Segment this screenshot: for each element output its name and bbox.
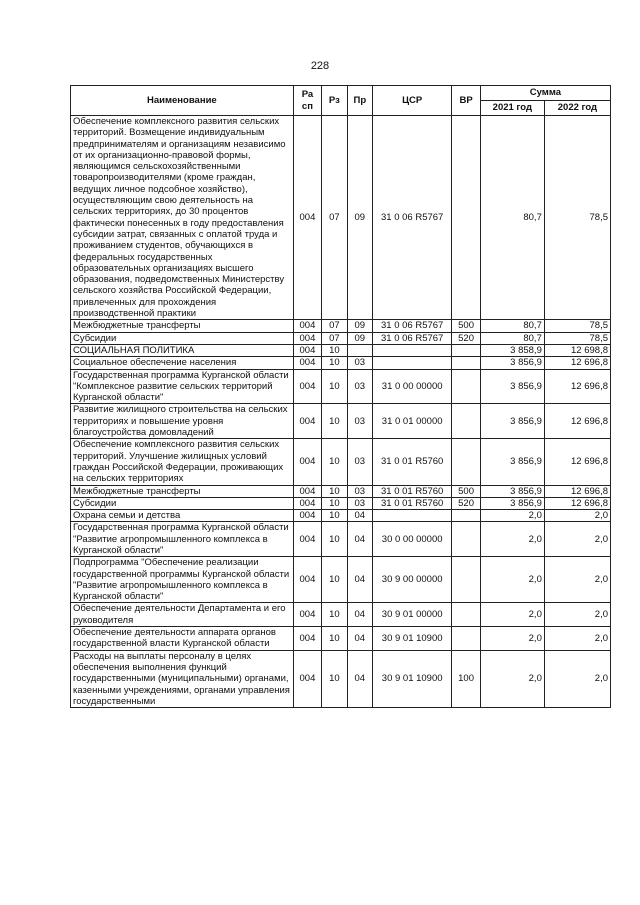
cell-vr — [452, 510, 480, 522]
cell-name: Межбюджетные трансферты — [71, 485, 294, 497]
cell-vr: 520 — [452, 332, 480, 344]
cell-y2021: 3 856,9 — [480, 369, 544, 404]
cell-vr: 520 — [452, 497, 480, 509]
cell-pr: 03 — [347, 485, 372, 497]
cell-rasp: 004 — [293, 603, 321, 627]
cell-pr: 09 — [347, 332, 372, 344]
cell-rasp: 004 — [293, 557, 321, 603]
cell-name: Обеспечение деятельности Департамента и его руководителя — [71, 603, 294, 627]
cell-y2022: 12 696,8 — [544, 497, 610, 509]
cell-rasp: 004 — [293, 369, 321, 404]
cell-name: Межбюджетные трансферты — [71, 320, 294, 332]
cell-name: Государственная программа Курганской области "Развитие агропромышленного комплекса в Курганской области" — [71, 522, 294, 557]
cell-y2022: 2,0 — [544, 627, 610, 651]
cell-pr: 03 — [347, 369, 372, 404]
cell-rz: 10 — [322, 603, 347, 627]
cell-rz: 10 — [322, 510, 347, 522]
table-row — [71, 627, 611, 651]
cell-y2022: 78,5 — [544, 332, 610, 344]
cell-name: Охрана семьи и детства — [71, 510, 294, 522]
cell-name: Обеспечение комплексного развития сельских территорий. Улучшение жилищных условий граждан Российской Федерации, проживающих на сельских территориях — [71, 439, 294, 485]
cell-rz: 10 — [322, 369, 347, 404]
table-row — [71, 439, 611, 485]
cell-pr: 04 — [347, 510, 372, 522]
cell-y2021: 2,0 — [480, 603, 544, 627]
cell-rasp: 004 — [293, 404, 321, 439]
cell-rz: 10 — [322, 650, 347, 707]
cell-rz: 07 — [322, 320, 347, 332]
cell-vr — [452, 357, 480, 369]
cell-vr: 500 — [452, 485, 480, 497]
table-body — [71, 116, 611, 708]
cell-vr — [452, 522, 480, 557]
table-row — [71, 369, 611, 404]
cell-vr — [452, 627, 480, 651]
cell-name: СОЦИАЛЬНАЯ ПОЛИТИКА — [71, 344, 294, 356]
cell-vr — [452, 603, 480, 627]
cell-y2021: 2,0 — [480, 510, 544, 522]
cell-rasp: 004 — [293, 522, 321, 557]
cell-csr: 31 0 00 00000 — [373, 369, 452, 404]
table-row — [71, 497, 611, 509]
cell-rasp: 004 — [293, 116, 321, 320]
cell-pr: 03 — [347, 439, 372, 485]
cell-y2022: 78,5 — [544, 320, 610, 332]
cell-y2021: 3 856,9 — [480, 485, 544, 497]
table-row — [71, 357, 611, 369]
cell-y2021: 3 856,9 — [480, 497, 544, 509]
cell-name: Обеспечение комплексного развития сельских территорий. Возмещение индивидуальным предпринимателям и организациям независимо от их организационно-правовой формы, являющимся сельскохозяйственными товаропроизводителями (кроме граждан, ведущих личное подсобное хозяйство), осуществляющим свою деятельность на сельских территориях, до 30 процентов фактически понесенных в году предоставления субсидии затрат, связанных с оплатой труда и проживанием студентов, обучающихся в федеральных государственных образовательных организациях высшего образования, подведомственных Министерству сельского хозяйства Российской Федерации, привлеченных для прохождения производственной практики — [71, 116, 294, 320]
cell-y2021: 80,7 — [480, 320, 544, 332]
cell-name: Субсидии — [71, 497, 294, 509]
cell-pr — [347, 344, 372, 356]
cell-name: Государственная программа Курганской области "Комплексное развитие сельских территорий Курганской области" — [71, 369, 294, 404]
cell-csr — [373, 510, 452, 522]
header-rasp: Ра сп — [293, 86, 321, 116]
cell-csr: 31 0 01 R5760 — [373, 485, 452, 497]
cell-y2022: 78,5 — [544, 116, 610, 320]
cell-y2022: 2,0 — [544, 650, 610, 707]
cell-rasp: 004 — [293, 439, 321, 485]
cell-rasp: 004 — [293, 357, 321, 369]
cell-vr: 500 — [452, 320, 480, 332]
cell-vr — [452, 344, 480, 356]
header-sum: Сумма — [480, 86, 610, 101]
cell-rz: 10 — [322, 485, 347, 497]
cell-rasp: 004 — [293, 627, 321, 651]
cell-y2022: 12 696,8 — [544, 357, 610, 369]
cell-pr: 03 — [347, 497, 372, 509]
table-row — [71, 320, 611, 332]
cell-name: Развитие жилищного строительства на сельских территориях и повышение уровня благоустройства домовладений — [71, 404, 294, 439]
cell-rz: 07 — [322, 116, 347, 320]
cell-y2021: 2,0 — [480, 522, 544, 557]
cell-vr — [452, 439, 480, 485]
cell-rz: 10 — [322, 557, 347, 603]
cell-csr: 30 9 01 00000 — [373, 603, 452, 627]
cell-rz: 10 — [322, 497, 347, 509]
cell-y2021: 2,0 — [480, 627, 544, 651]
cell-rasp: 004 — [293, 510, 321, 522]
cell-vr — [452, 369, 480, 404]
cell-pr: 04 — [347, 650, 372, 707]
header-vr: ВР — [452, 86, 480, 116]
cell-csr — [373, 344, 452, 356]
cell-rasp: 004 — [293, 485, 321, 497]
cell-y2022: 12 698,8 — [544, 344, 610, 356]
cell-y2021: 2,0 — [480, 650, 544, 707]
table-row — [71, 344, 611, 356]
table-row — [71, 510, 611, 522]
cell-y2021: 3 856,9 — [480, 357, 544, 369]
cell-name: Субсидии — [71, 332, 294, 344]
table-row — [71, 404, 611, 439]
cell-vr: 100 — [452, 650, 480, 707]
cell-name: Социальное обеспечение населения — [71, 357, 294, 369]
cell-y2022: 12 696,8 — [544, 369, 610, 404]
cell-rasp: 004 — [293, 650, 321, 707]
cell-csr: 31 0 01 00000 — [373, 404, 452, 439]
cell-y2022: 12 696,8 — [544, 439, 610, 485]
cell-csr: 30 0 00 00000 — [373, 522, 452, 557]
table-row — [71, 650, 611, 707]
cell-y2022: 2,0 — [544, 557, 610, 603]
table-row — [71, 522, 611, 557]
cell-y2021: 3 858,9 — [480, 344, 544, 356]
cell-csr: 30 9 01 10900 — [373, 627, 452, 651]
cell-csr — [373, 357, 452, 369]
cell-rasp: 004 — [293, 344, 321, 356]
page-number: 228 — [310, 60, 330, 72]
cell-name: Расходы на выплаты персоналу в целях обеспечения выполнения функций государственными (муниципальными) органами, казенными учреждениями, органами управления государственными — [71, 650, 294, 707]
header-2021: 2021 год — [480, 101, 544, 116]
cell-rz: 10 — [322, 344, 347, 356]
table-row — [71, 485, 611, 497]
cell-pr: 04 — [347, 627, 372, 651]
cell-rasp: 004 — [293, 320, 321, 332]
cell-csr: 31 0 06 R5767 — [373, 332, 452, 344]
budget-table — [70, 85, 611, 708]
header-rz: Рз — [322, 86, 347, 116]
cell-rz: 10 — [322, 439, 347, 485]
cell-pr: 09 — [347, 320, 372, 332]
cell-rz: 10 — [322, 522, 347, 557]
table-row — [71, 116, 611, 320]
cell-vr — [452, 404, 480, 439]
cell-pr: 04 — [347, 603, 372, 627]
cell-rasp: 004 — [293, 332, 321, 344]
cell-pr: 03 — [347, 357, 372, 369]
cell-y2022: 2,0 — [544, 603, 610, 627]
cell-vr — [452, 116, 480, 320]
cell-csr: 30 9 01 10900 — [373, 650, 452, 707]
cell-rasp: 004 — [293, 497, 321, 509]
cell-name: Обеспечение деятельности аппарата органов государственной власти Курганской области — [71, 627, 294, 651]
cell-y2022: 2,0 — [544, 510, 610, 522]
cell-pr: 04 — [347, 557, 372, 603]
cell-y2022: 12 696,8 — [544, 404, 610, 439]
cell-y2022: 2,0 — [544, 522, 610, 557]
cell-csr: 30 9 00 00000 — [373, 557, 452, 603]
table-row — [71, 557, 611, 603]
cell-rz: 10 — [322, 627, 347, 651]
cell-y2021: 3 856,9 — [480, 404, 544, 439]
cell-pr: 04 — [347, 522, 372, 557]
header-csr: ЦСР — [373, 86, 452, 116]
header-pr: Пр — [347, 86, 372, 116]
cell-pr: 03 — [347, 404, 372, 439]
cell-csr: 31 0 06 R5767 — [373, 116, 452, 320]
cell-name: Подпрограмма "Обеспечение реализации государственной программы Курганской области "Развитие агропромышленного комплекса в Курганской области" — [71, 557, 294, 603]
cell-y2022: 12 696,8 — [544, 485, 610, 497]
cell-y2021: 3 856,9 — [480, 439, 544, 485]
table-row — [71, 603, 611, 627]
cell-y2021: 80,7 — [480, 332, 544, 344]
cell-rz: 07 — [322, 332, 347, 344]
table-row — [71, 332, 611, 344]
cell-y2021: 80,7 — [480, 116, 544, 320]
cell-rz: 10 — [322, 357, 347, 369]
header-2022: 2022 год — [544, 101, 610, 116]
cell-y2021: 2,0 — [480, 557, 544, 603]
cell-pr: 09 — [347, 116, 372, 320]
cell-rz: 10 — [322, 404, 347, 439]
cell-csr: 31 0 01 R5760 — [373, 497, 452, 509]
cell-csr: 31 0 01 R5760 — [373, 439, 452, 485]
header-name: Наименование — [71, 86, 294, 116]
cell-csr: 31 0 06 R5767 — [373, 320, 452, 332]
cell-vr — [452, 557, 480, 603]
